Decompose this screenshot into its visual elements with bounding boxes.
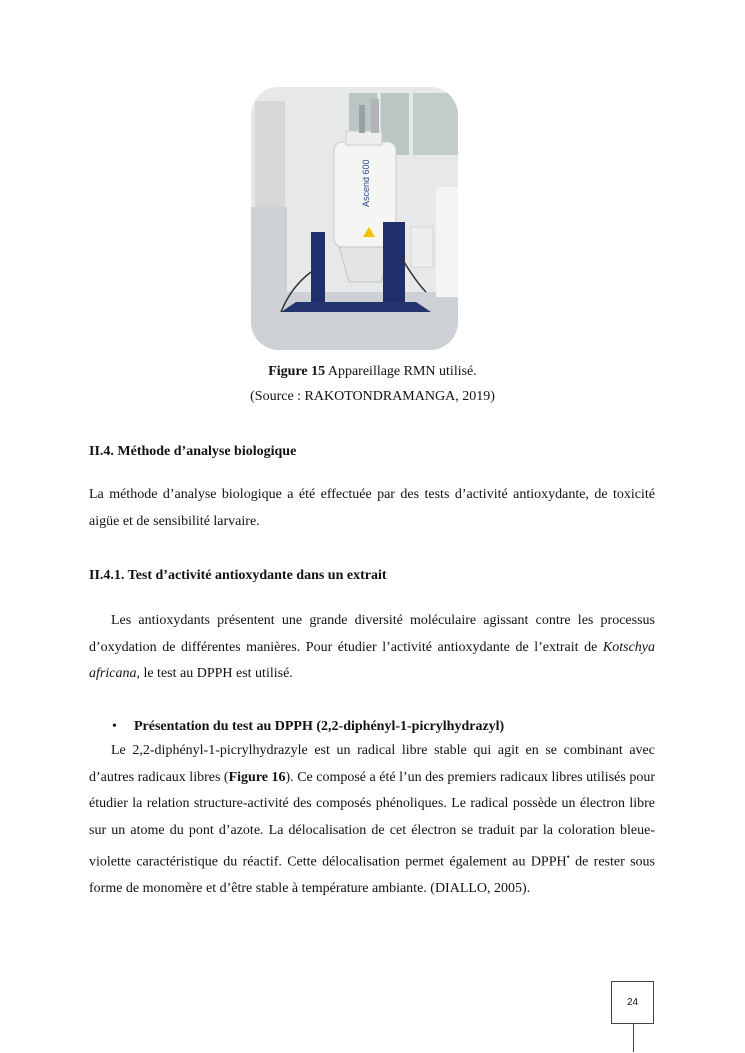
figure-16-reference: Figure 16: [228, 769, 286, 785]
figure-source: (Source : RAKOTONDRAMANGA, 2019): [250, 389, 495, 404]
section-ii41-text-before: Les antioxydants présentent une grande diversité moléculaire agissant contre les processus d’oxydation de différentes manières. Pour étudier l’activité antioxydante de l’extrait de: [89, 613, 655, 655]
magnet-brand-label: Ascend 600: [361, 159, 371, 207]
section-ii41-paragraph: [89, 608, 655, 688]
radical-dot: •: [566, 852, 570, 862]
figure-label: Figure 15: [268, 364, 326, 379]
dpph-text-1: Le 2,2-diphényl-1-picrylhydrazyle est un radical libre stable qui agit en se combinant avec d’autres radicaux libres (: [89, 743, 655, 785]
section-ii4-paragraph: La méthode d’analyse biologique a été effectuée par des tests d’activité antioxydante, de toxicité aigüe et de sensibilité larvaire.: [89, 487, 655, 529]
species-name: Kotschya africana: [89, 639, 655, 681]
dpph-text-3: de rester sous forme de monomère et d’être stable à température ambiante. (DIALLO, 2005).: [89, 854, 656, 897]
section-heading-ii41: II.4.1. Test d’activité antioxydante dans un extrait: [89, 568, 387, 583]
section-ii41-text-after: , le test au DPPH est utilisé.: [136, 666, 293, 681]
dpph-text-2: ). Ce composé a été l’un des premiers radicaux libres utilisés pour étudier la relation structure-activité des composés phénoliques. Le radical possède un électron libre sur un atome du pont d’azote. La délocalisation de cet électron se traduit par la coloration bleue-violette caractéristique du réactif. Cette délocalisation permet également au DPPH: [89, 769, 655, 870]
dpph-paragraph: [89, 738, 655, 903]
dpph-heading-text: Présentation du test au DPPH (2,2-diphényl-1-picrylhydrazyl): [134, 719, 505, 734]
bullet-icon: •: [112, 719, 117, 734]
nmr-spectrometer-photo: [251, 87, 458, 350]
dpph-bullet-heading: [112, 718, 504, 736]
figure-caption-text: Appareillage RMN utilisé.: [325, 364, 477, 379]
page-number: 24: [611, 981, 654, 1024]
section-heading-ii4: II.4. Méthode d’analyse biologique: [89, 444, 297, 459]
figure-caption: [0, 363, 745, 381]
page-number-rule: [633, 1024, 634, 1052]
